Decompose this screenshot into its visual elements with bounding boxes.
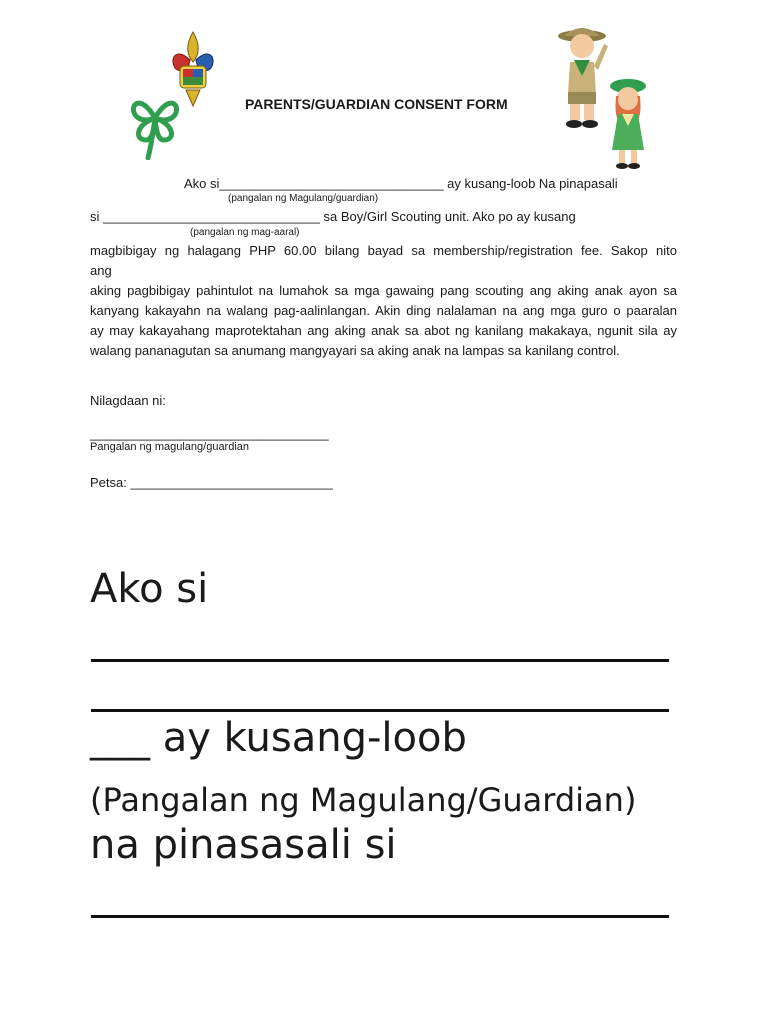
- preview-line-guardian-hint: (Pangalan ng Magulang/Guardian): [90, 781, 637, 819]
- preview-blank-line: [91, 915, 669, 918]
- hint-student-name: (pangalan ng mag-aaral): [190, 227, 300, 238]
- signature-line: _________________________________: [90, 426, 329, 441]
- preview-line-kusang-loob: ___ ay kusang-loob: [90, 715, 467, 761]
- preview-blank-line: [91, 659, 669, 662]
- consent-line-student: si ______________________________ sa Boy/Girl Scouting unit. Ako po ay kusang: [90, 209, 576, 224]
- consent-line-fee: magbibigay ng halagang PHP 60.00 bilang bayad sa membership/registration fee. Sakop nito: [90, 243, 677, 258]
- consent-paragraph-line: kanyang kakayahn na walang pag-aalinlangan. Akin ding nalalaman na ang mga guro o paaralan: [90, 303, 677, 318]
- preview-line-pinasasali: na pinasasali si: [90, 822, 397, 868]
- scout-kids-illustration: [548, 22, 658, 170]
- consent-paragraph-line: walang pananagutan sa anumang mangyayari sa aking anak na lampas sa kanilang control.: [90, 343, 620, 358]
- hint-parent-name: (pangalan ng Magulang/guardian): [228, 193, 379, 204]
- form-title: PARENTS/GUARDIAN CONSENT FORM: [245, 96, 508, 112]
- girl-scout-clover-logo: [126, 88, 184, 160]
- consent-paragraph-line: ay may kakayahang maprotektahan ang aking anak sa abot ng kanilang makakaya, ngunit sila ay: [90, 323, 677, 338]
- consent-line-parent: Ako si_______________________________ ay kusang-loob Na pinapasali: [184, 176, 618, 191]
- preview-blank-line: [91, 709, 669, 712]
- consent-line-ang: ang: [90, 263, 112, 278]
- signature-label: Pangalan ng magulang/guardian: [90, 441, 250, 453]
- consent-paragraph-line: aking pagbibigay pahintulot na lumahok sa mga gawaing pang scouting ang aking anak ayon sa: [90, 283, 677, 298]
- signed-by-label: Nilagdaan ni:: [90, 393, 166, 408]
- preview-line-ako-si: Ako si: [90, 566, 209, 612]
- date-field: Petsa: ____________________________: [90, 475, 333, 490]
